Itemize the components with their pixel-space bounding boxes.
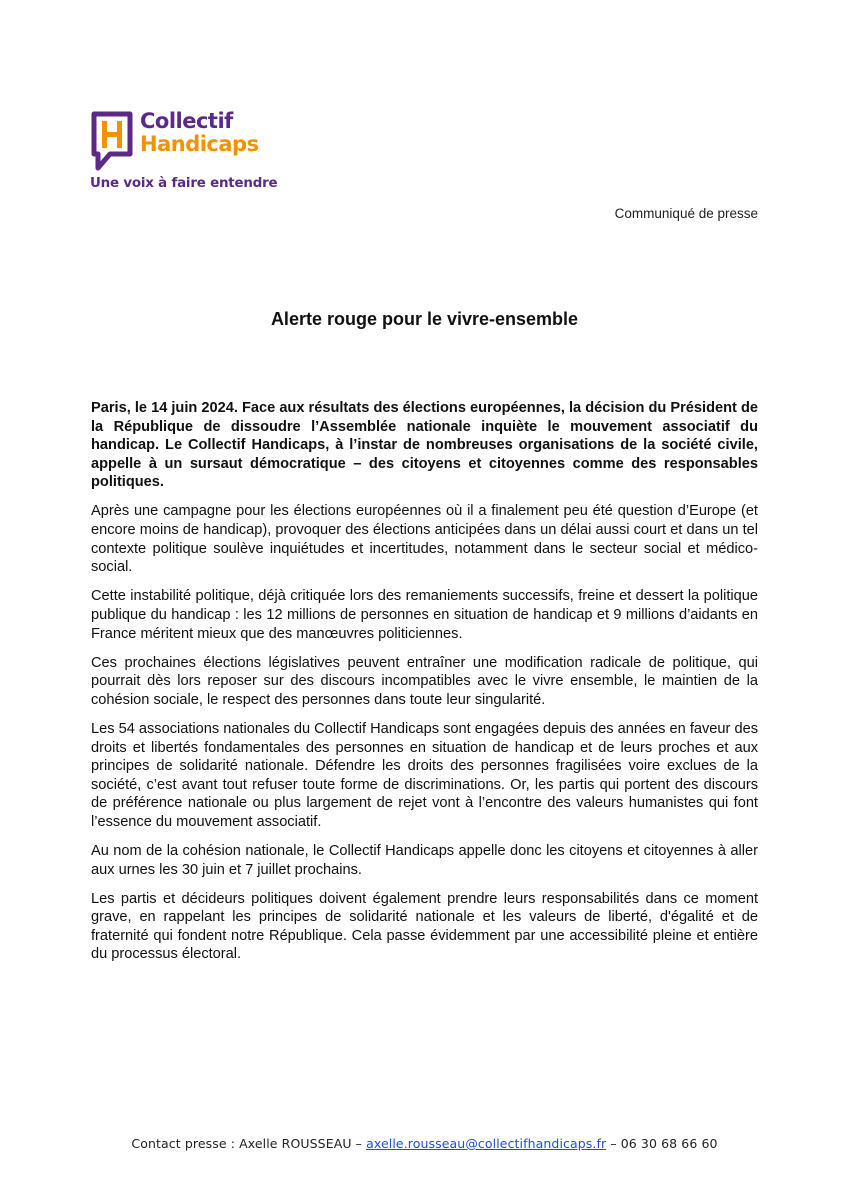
page-title: Alerte rouge pour le vivre-ensemble: [270, 309, 579, 329]
contact-prefix: Contact presse : Axelle ROUSSEAU –: [131, 1136, 363, 1151]
logo-tagline: Une voix à faire entendre: [90, 176, 278, 191]
logo-wordmark: [140, 110, 259, 156]
press-contact-footer: [0, 1136, 849, 1151]
logo-wordmark-line1: Collectif: [140, 109, 233, 133]
contact-phone: – 06 30 68 66 60: [610, 1136, 718, 1151]
body-paragraph-6: Les partis et décideurs politiques doivent également prendre leurs responsabilités dans ce moment grave, en rappelant les principes de solidarité nationale et les valeurs de liberté, d'égalité et de fraternité qui fondent notre République. Cela passe évidemment par une accessibilité pleine et entière du processus électoral.: [91, 890, 758, 963]
document-type-label: Communiqué de presse: [614, 206, 758, 221]
body-paragraph-4: Les 54 associations nationales du Collectif Handicaps sont engagées depuis des années en faveur des droits et libertés fondamentales des personnes en situation de handicap et de leurs proches et aux principes de solidarité nationale. Défendre les droits des personnes fragilisées voire exclues de la société, c’est avant tout refuser toute forme de discriminations. Or, les partis qui portent des discours de préférence nationale ou plus largement de rejet vont à l’encontre des valeurs humanistes qui font l’essence du mouvement associatif.: [91, 720, 758, 830]
body-paragraph-1: Après une campagne pour les élections européennes où il a finalement peu été question d’Europe (et encore moins de handicap), provoquer des élections anticipées dans un délai aussi court et dans un tel contexte politique soulève inquiétudes et incertitudes, notamment dans le secteur social et médico-social.: [91, 503, 758, 576]
logo-wordmark-line2: Handicaps: [140, 132, 259, 156]
article-body: [91, 399, 758, 975]
contact-email-link[interactable]: axelle.rousseau@collectifhandicaps.fr: [366, 1136, 607, 1151]
body-paragraph-3: Ces prochaines élections législatives peuvent entraîner une modification radicale de politique, qui pourrait dès lors reposer sur des discours incompatibles avec le vivre ensemble, le maintien de la cohésion sociale, le respect des personnes dans toute leur singularité.: [91, 654, 758, 708]
speech-bubble-h-icon: [90, 110, 134, 174]
body-paragraph-2: Cette instabilité politique, déjà critiquée lors des remaniements successifs, freine et dessert la politique publique du handicap : les 12 millions de personnes en situation de handicap et 9 millions d’aidants en France méritent mieux que des manœuvres politiciennes.: [91, 588, 758, 642]
lead-paragraph: Paris, le 14 juin 2024. Face aux résultats des élections européennes, la décision du Président de la République de dissoudre l’Assemblée nationale inquiète le mouvement associatif du handicap. Le Collectif Handicaps, à l’instar de nombreuses organisations de la société civile, appelle à un sursaut démocratique – des citoyens et citoyennes comme des responsables politiques.: [91, 400, 758, 491]
body-paragraph-5: Au nom de la cohésion nationale, le Collectif Handicaps appelle donc les citoyens et citoyennes à aller aux urnes les 30 juin et 7 juillet prochains.: [91, 842, 758, 878]
collectif-handicaps-logo: [90, 110, 290, 196]
